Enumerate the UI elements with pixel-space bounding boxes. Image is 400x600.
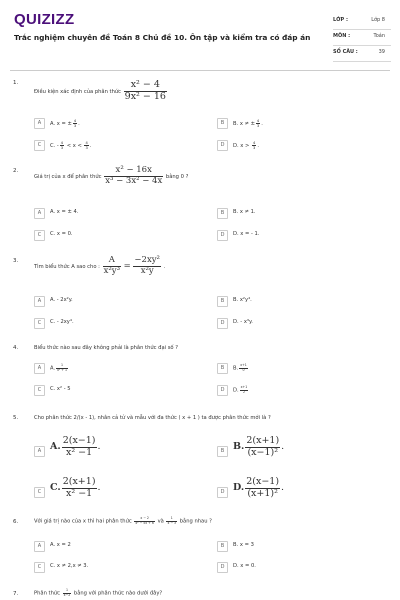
meta-value: Toán (373, 33, 385, 39)
question-fraction: $\frac{1}{x-2}$ (63, 588, 71, 597)
option-letter-box: B (217, 446, 228, 457)
option-text: B. $\frac{x+1}{0}$ (233, 363, 247, 372)
option-text: D. $\frac{2(x-1)}{\text{(x+1)²}}$ . (233, 476, 285, 499)
option-letter-box: A (34, 208, 45, 219)
meta-key: SỐ CÂU : (333, 49, 358, 55)
option-letter-box: C (34, 140, 45, 151)
question-stem-end: bằng 0 ? (165, 173, 189, 180)
option-letter-box: C (34, 230, 45, 241)
option-text: C. - 2xy⁴. (50, 319, 74, 325)
header-divider (10, 70, 390, 71)
option-letter-box: D (217, 562, 228, 573)
question-number: 5. (13, 415, 19, 421)
question-stem-end: bằng nhau ? (179, 518, 212, 525)
question-number: 4. (13, 345, 19, 351)
option-letter-box: B (217, 118, 228, 129)
question-text (34, 415, 271, 421)
page-title: Trắc nghiệm chuyên đề Toán 8 Chủ đề 10. Ôn tập và kiểm tra có đáp án (14, 33, 311, 42)
option-text: D. x = - 1. (233, 231, 260, 237)
option-letter-box: D (217, 230, 228, 241)
meta-key: LỚP : (333, 17, 348, 23)
option-text: A. x = ± $\frac{4}{3}$ . (50, 119, 80, 129)
option-letter-box: B (217, 363, 228, 374)
option-text: A. - 2x²y. (50, 297, 73, 303)
option-text: B. x ≠ ± $\frac{4}{3}$ . (233, 119, 263, 129)
question-stem: Tìm biểu thức A sao cho : (34, 263, 100, 270)
option-text: C. x² - 5 (50, 386, 71, 392)
option-letter-box: D (217, 487, 228, 498)
option-text: D. - x³y. (233, 319, 253, 325)
option-letter-box: C (34, 487, 45, 498)
option-letter-box: A (34, 541, 45, 552)
option-text: C. x ≠ 2,x ≠ 3. (50, 563, 89, 569)
meta-value: Lớp 8 (371, 17, 385, 23)
question-stem-mid: và (157, 518, 164, 525)
question-stem: Phân thức (34, 590, 60, 597)
option-letter-box: A (34, 118, 45, 129)
option-text: B. x ≠ 1. (233, 209, 256, 215)
option-letter-box: D (217, 385, 228, 396)
meta-panel (333, 14, 391, 62)
option-text: A. $\frac{1}{\text{x² + 1}}$ (50, 363, 67, 372)
question-stem: Biểu thức nào sau đây không phải là phân thức đại số ? (34, 345, 178, 351)
option-letter-box: A (34, 446, 45, 457)
question-stem: Điều kiện xác định của phân thức (34, 88, 121, 95)
question-number: 2. (13, 168, 19, 174)
meta-key: MÔN : (333, 33, 351, 39)
option-letter-box: D (217, 318, 228, 329)
meta-row-class (333, 14, 391, 30)
question-text (34, 345, 178, 351)
option-text: A. x = 2 (50, 542, 71, 548)
question-stem-end: . (163, 263, 166, 270)
option-text: C. x = 0. (50, 231, 73, 237)
option-text: B. x²y⁴. (233, 297, 252, 303)
meta-row-subject (333, 30, 391, 46)
option-letter-box: D (217, 140, 228, 151)
question-fraction-2: $\frac{1}{x - 3}$ (167, 516, 177, 525)
equals-sign: = (123, 260, 131, 271)
option-letter-box: A (34, 363, 45, 374)
option-letter-box: C (34, 385, 45, 396)
option-letter-box: B (217, 541, 228, 552)
question-text (34, 80, 168, 103)
option-text: B. x = 3 (233, 542, 254, 548)
option-text: B. $\frac{2(x+1)}{\text{(x−1)²}}$ . (233, 435, 285, 458)
question-fraction: $\frac{x - 2}{\text{x² − 5x + 6}}$ (135, 516, 154, 525)
option-text: D. $\frac{x+1}{2}$ (233, 385, 248, 394)
question-number: 6. (13, 519, 19, 525)
option-text: A. $\frac{2(x-1)}{\text{x² −1}}$ . (50, 435, 101, 458)
option-text: D. x > $\frac{4}{3}$ . (233, 141, 259, 151)
option-letter-box: C (34, 562, 45, 573)
option-letter-box: B (217, 208, 228, 219)
option-letter-box: A (34, 296, 45, 307)
option-text: C. $\frac{2(x+1)}{\text{x² −1}}$ . (50, 476, 101, 499)
option-text: A. x = ± 4. (50, 209, 79, 215)
option-letter-box: B (217, 296, 228, 307)
option-text: D. x = 0. (233, 563, 256, 569)
quizizz-logo: QUIZIZZ (14, 11, 75, 28)
meta-value: 39 (378, 49, 385, 55)
option-letter-box: C (34, 318, 45, 329)
question-stem: Giá trị của x để phân thức (34, 173, 102, 180)
question-number: 7. (13, 591, 19, 597)
question-text (34, 166, 188, 187)
question-stem-end: bằng với phân thức nào dưới đây? (73, 590, 163, 597)
option-text: C. - $\frac{4}{3}$ < x < $\frac{4}{3}$ . (50, 141, 92, 151)
question-text (34, 256, 165, 277)
question-number: 1. (13, 80, 19, 86)
question-fraction: $\frac{\text{x² − 4}}{\text{9x² − 16}}$ (124, 79, 166, 102)
question-number: 3. (13, 258, 19, 264)
question-fraction: $\frac{\text{x² − 16x}}{\text{x³ − 3x² − 4x}}$ (105, 165, 163, 186)
question-fraction-2: $\frac{\text{−2xy²}}{\text{x²y}}$ (134, 255, 160, 276)
question-stem: Với giá trị nào của x thì hai phân thức (34, 518, 132, 525)
meta-row-count (333, 46, 391, 62)
question-text (34, 517, 212, 525)
question-stem: Cho phân thức 2/(x - 1), nhân cả tử và mẫu với đa thức ( x + 1 ) ta được phân thức mới là ? (34, 415, 271, 421)
question-text (34, 589, 162, 597)
question-fraction: $\frac{A}{\text{x²y³}}$ (103, 255, 120, 276)
